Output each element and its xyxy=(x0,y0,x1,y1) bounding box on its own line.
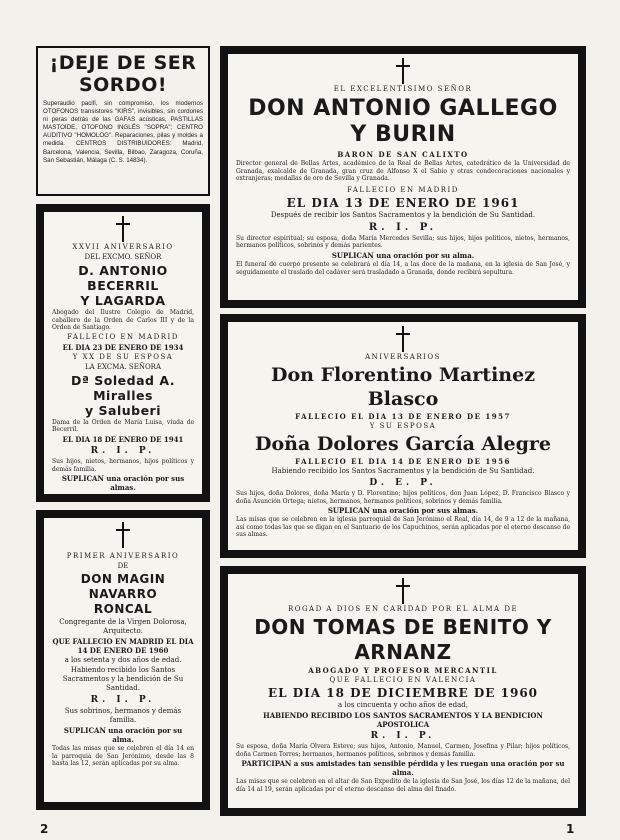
profession-line: ABOGADO Y PROFESOR MERCANTIL xyxy=(308,666,498,675)
anniversary-label: ANIVERSARIOS xyxy=(365,353,441,361)
obituary-top-line: EL EXCELENTISIMO SEÑOR xyxy=(333,85,473,93)
honorific-line-2: LA EXCMA. SEÑORA xyxy=(84,362,162,371)
family-list: Su esposa, doña María Olvera Esteve; sus hijos, Antonio, Manuel, Carmen, Josefina y Pilar; hijos políticos, doña Carmen Torres; hermanos, hermanos políticos, sobrinos y demás familia. xyxy=(236,743,570,758)
ad-headline: ¡DEJE DE SER SORDO! xyxy=(49,52,197,96)
obituary-gallego-burin xyxy=(220,46,586,308)
cross-icon xyxy=(114,216,132,242)
cross-icon xyxy=(114,522,132,548)
obituary-martinez-blasco xyxy=(220,314,586,558)
deceased-name: D. ANTONIO BECERRIL xyxy=(78,263,168,293)
obituary-navarro-roncal xyxy=(36,510,210,810)
preposition-line: DE xyxy=(117,562,129,570)
sacraments-line: Habiendo recibido los Santos Sacramentos y la bendición de Su Santidad. xyxy=(62,666,184,692)
ad-body: Superaudio pacifi, sin compromiso, los modernos OTOFONOS transistores "KIRS", invisibles, sin cordones ni peras detrás de las GAFAS acústicas, PASTILLAS MASTOIDE, OTOFONO INGLÉS "SOPRA"; CENTRO AUDITIVO "HOMOLOG". Reparaciones, pilas y moldes a medida. CENTROS DISTRIBUIDORES: Madrid, Barcelona, Valencia, Sevilla, Bilbao, Zaragoza, Coruña, San Sebastián, Málaga (C. S. 14834). xyxy=(43,100,203,164)
spouse-line: Y SU ESPOSA xyxy=(369,422,437,430)
page-number-right: 1 xyxy=(566,822,575,836)
cross-icon xyxy=(394,578,412,604)
death-date: EL DIA 13 DE ENERO DE 1961 xyxy=(286,195,520,210)
rip-line: R. I. P. xyxy=(368,221,438,233)
deceased-name: Don Florentino Martinez Blasco xyxy=(270,364,535,410)
masses-notice: Todas las misas que se celebren el día 14 en la parroquia de San Jerónimo, desde las 8 hasta las 12, serán aplicadas por su alma. xyxy=(52,745,194,768)
death-place: FALLECIO EN MADRID xyxy=(67,332,179,341)
death-date: EL DIA 23 DE ENERO DE 1934 xyxy=(62,342,184,352)
suplican-line: SUPLICAN una oración por su alma. xyxy=(331,250,475,260)
family-list: Su director espiritual; su esposa, doña María Mercedes Sevilla; sus hijos, hijos políticos, nietos, hermanos, hermanos políticos, sobrinos y demás parientes. xyxy=(236,234,570,250)
spouse-name: Dª Soledad A. Miralles xyxy=(71,372,175,403)
rip-line: R. I. P. xyxy=(90,445,156,456)
spouse-line: Y XX DE SU ESPOSA xyxy=(72,352,174,361)
deceased-name: DON MAGIN NAVARRO xyxy=(80,572,166,601)
family-list: Sus hijos, nietos, hermanos, hijos políticos y demás familia. xyxy=(52,457,194,473)
spouse-death-date: FALLECIO EL DIA 14 DE ENERO DE 1956 xyxy=(295,457,511,466)
deceased-name-cont: RONCAL xyxy=(93,602,153,616)
obituary-becerril-lagarda xyxy=(36,204,210,502)
sacraments-line: HABIENDO RECIBIDO LOS SANTOS SACRAMENTOS Y LA BENDICION APOSTOLICA xyxy=(263,711,543,729)
spouse-description: Dama de la Orden de María Luisa, viuda de Becerril. xyxy=(52,418,194,434)
cross-icon xyxy=(394,58,412,84)
cross-icon xyxy=(394,326,412,352)
obituary-benito-arnanz xyxy=(220,566,586,816)
spouse-name: Doña Dolores García Alegre xyxy=(254,433,552,455)
deceased-name-cont: Y LAGARDA xyxy=(80,293,166,308)
deceased-description: Director general de Bellas Artes, académico de la Real de Bellas Artes, catedrático de la Universidad de Granada, exalcalde de Granada, gran cruz de Alfonso X el Sabio y otras condecoraciones nacionales y extranjeras; medallas de oro de Sevilla y Granada. xyxy=(236,160,570,183)
suplican-line: SUPLICAN una oración por su alma. xyxy=(63,726,183,744)
sacraments-line: Habiendo recibido los Santos Sacramentos y la bendición de Su Santidad. xyxy=(271,467,535,475)
page-number-left: 2 xyxy=(40,822,49,836)
sacraments-line: Después de recibir los Santos Sacramentos y la bendición de Su Santidad. xyxy=(270,210,536,219)
death-date: QUE FALLECIO EN MADRID EL DIA 14 DE ENERO DE 1960 xyxy=(52,637,194,655)
suplican-line: SUPLICAN una oración por sus almas. xyxy=(327,506,479,516)
anniversary-label: XXVII ANIVERSARIO xyxy=(72,243,174,251)
family-list: Sus sobrinos, hermanos y demás familia. xyxy=(64,707,182,724)
spouse-name-cont: y Saluberi xyxy=(85,402,161,418)
family-list: Sus hijos, doña Dolores, doña María y D. Florentino; hijos políticos, don Juan López, D. Francisco Blasco y doña Asunción Ortega; nietos, hermanos, hermanos políticos, sobrinos y demás familia. xyxy=(236,490,570,505)
age-line: a los setenta y dos años de edad. xyxy=(64,656,182,664)
death-place: QUE FALLECIO EN VALENCIA xyxy=(329,676,477,684)
funeral-notice: El funeral de cuerpo presente se celebrará el día 14, a las doce de la mañana, en la iglesia de San José, y seguidamente el traslado del cadáver será trasladado a Granada, donde recibirá sepultura. xyxy=(236,260,570,276)
age-line: a los cincuenta y ocho años de edad, xyxy=(338,701,468,709)
deceased-name: DON TOMAS DE BENITO Y ARNANZ xyxy=(254,615,552,664)
obituary-top-line: ROGAD A DIOS EN CARIDAD POR EL ALMA DE xyxy=(287,605,519,613)
anniversary-label: PRIMER ANIVERSARIO xyxy=(66,552,180,560)
rip-line: R. I. P. xyxy=(370,731,436,741)
deceased-description: Abogado del Ilustre Colegio de Madrid, caballero de la Orden de Carlos III y de la Orden de Santiago. xyxy=(52,309,194,332)
death-date: FALLECIO EL DIA 13 DE ENERO DE 1957 xyxy=(295,412,511,421)
noble-title: BARON DE SAN CALIXTO xyxy=(337,150,469,159)
deceased-description: Congregante de la Virgen Dolorosa, Arquitecto. xyxy=(59,618,187,635)
death-place: FALLECIO EN MADRID xyxy=(347,185,459,194)
masses-notice: Las misas que se celebren en el altar de San Expedito de la iglesia de San José, los días 12 de la mañana, del día 14 al 19, serán aplicadas por el eterno descanso del alma del finado. xyxy=(236,778,570,793)
spouse-death-date: EL DIA 18 DE ENERO DE 1941 xyxy=(62,434,184,444)
masses-notice: Las misas que se celebren en la iglesia parroquial de San Jerónimo el Real, día 14, de 9 a 12 de la mañana, así como todas las que se digan en el Santuario de los Capuchinos, serán aplicadas por el eterno descanso de sus almas. xyxy=(236,516,570,539)
hearing-aid-ad xyxy=(36,46,210,196)
rip-line: D. E. P. xyxy=(369,478,437,488)
deceased-name: DON ANTONIO GALLEGO Y BURIN xyxy=(248,96,558,147)
rip-line: R. I. P. xyxy=(90,695,156,705)
honorific-line: DEL EXCMO. SEÑOR xyxy=(84,253,162,261)
suplican-line: SUPLICAN una oración por sus almas. xyxy=(61,474,185,493)
death-date: EL DIA 18 DE DICIEMBRE DE 1960 xyxy=(267,686,539,700)
participan-line: PARTICIPAN a sus amistades tan sensible pérdida y les ruegan una oración por su alma. xyxy=(241,759,565,778)
